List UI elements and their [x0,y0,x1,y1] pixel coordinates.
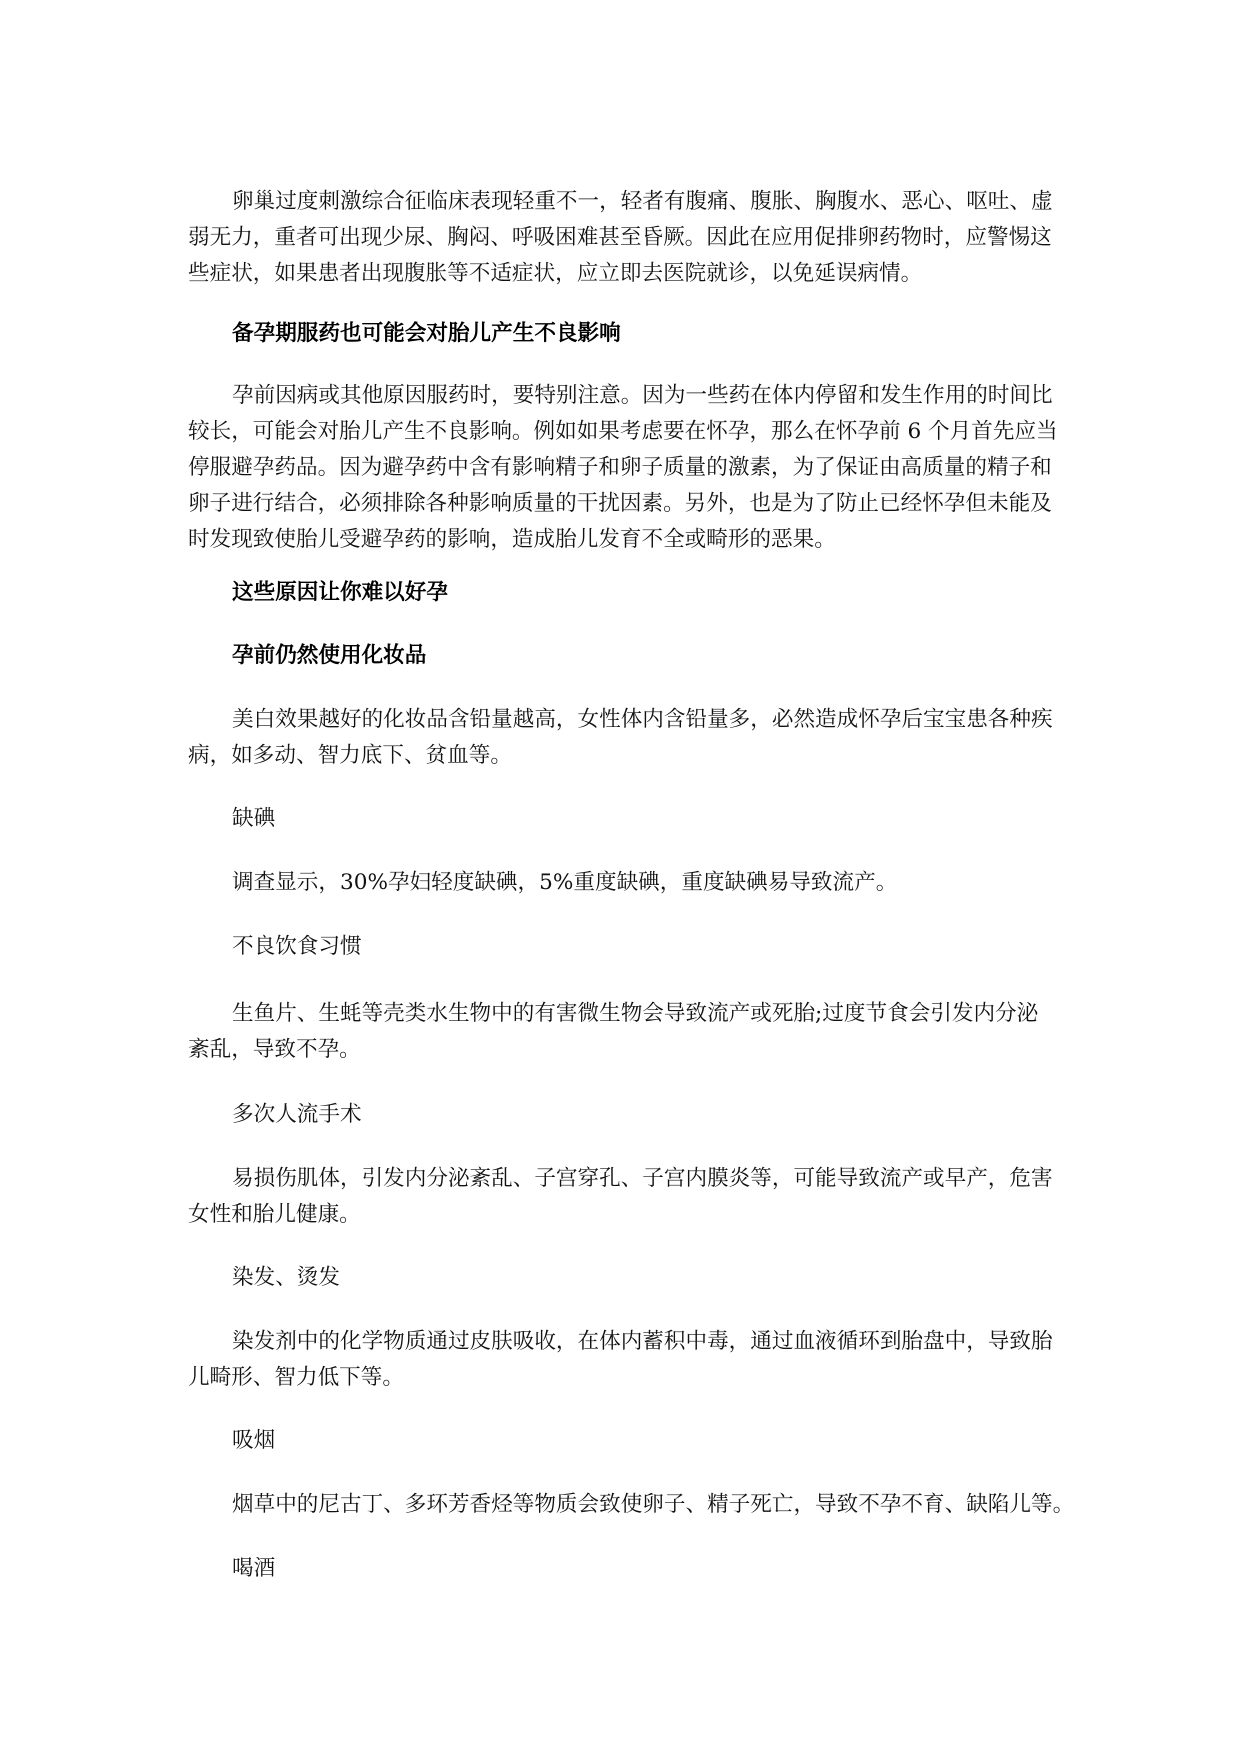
section-heading-medication: 备孕期服药也可能会对胎儿产生不良影响 [232,321,621,346]
reason-description-line: 紊乱，导致不孕。 [188,1037,361,1062]
reason-title-abortion: 多次人流手术 [232,1102,362,1127]
section-heading-reasons: 这些原因让你难以好孕 [232,580,448,605]
reason-description-line: 染发剂中的化学物质通过皮肤吸收，在体内蓄积中毒，通过血液循环到胎盘中，导致胎 [232,1329,1053,1354]
reason-description-line: 生鱼片、生蚝等壳类水生物中的有害微生物会导致流产或死胎;过度节食会引发内分泌 [232,1001,1039,1026]
reason-description-line: 儿畸形、智力低下等。 [188,1365,404,1390]
reason-title-cosmetics: 孕前仍然使用化妆品 [232,643,427,668]
medication-paragraph-line: 孕前因病或其他原因服药时，要特别注意。因为一些药在体内停留和发生作用的时间比 [232,383,1053,408]
reason-title-diet: 不良饮食习惯 [232,934,362,959]
reason-description-line: 调查显示，30%孕妇轻度缺碘，5%重度缺碘，重度缺碘易导致流产。 [232,870,898,895]
intro-paragraph-line: 卵巢过度刺激综合征临床表现轻重不一，轻者有腹痛、腹胀、胸腹水、恶心、呕吐、虚 [232,189,1053,214]
intro-paragraph-line: 弱无力，重者可出现少尿、胸闷、呼吸困难甚至昏厥。因此在应用促排卵药物时，应警惕这 [188,225,1052,250]
reason-description-line: 病，如多动、智力底下、贫血等。 [188,743,512,768]
reason-title-iodine: 缺碘 [232,806,276,831]
medication-paragraph-line: 停服避孕药品。因为避孕药中含有影响精子和卵子质量的激素，为了保证由高质量的精子和 [188,455,1052,480]
reason-description-line: 烟草中的尼古丁、多环芳香烃等物质会致使卵子、精子死亡，导致不孕不育、缺陷儿等。 [232,1492,1075,1517]
medication-paragraph-line: 时发现致使胎儿受避孕药的影响，造成胎儿发育不全或畸形的恶果。 [188,527,836,552]
medication-paragraph-line: 较长，可能会对胎儿产生不良影响。例如如果考虑要在怀孕，那么在怀孕前 6 个月首先应当 [188,419,1058,444]
reason-description-line: 女性和胎儿健康。 [188,1202,361,1227]
reason-description-line: 易损伤肌体，引发内分泌紊乱、子宫穿孔、子宫内膜炎等，可能导致流产或早产，危害 [232,1166,1053,1191]
medication-paragraph-line: 卵子进行结合，必须排除各种影响质量的干扰因素。另外，也是为了防止已经怀孕但未能及 [188,491,1052,516]
intro-paragraph-line: 些症状，如果患者出现腹胀等不适症状，应立即去医院就诊，以免延误病情。 [188,261,923,286]
reason-title-hair-dye: 染发、烫发 [232,1265,340,1290]
reason-title-smoking: 吸烟 [232,1428,276,1453]
reason-description-line: 美白效果越好的化妆品含铅量越高，女性体内含铅量多，必然造成怀孕后宝宝患各种疾 [232,707,1053,732]
reason-title-drinking: 喝酒 [232,1556,276,1581]
